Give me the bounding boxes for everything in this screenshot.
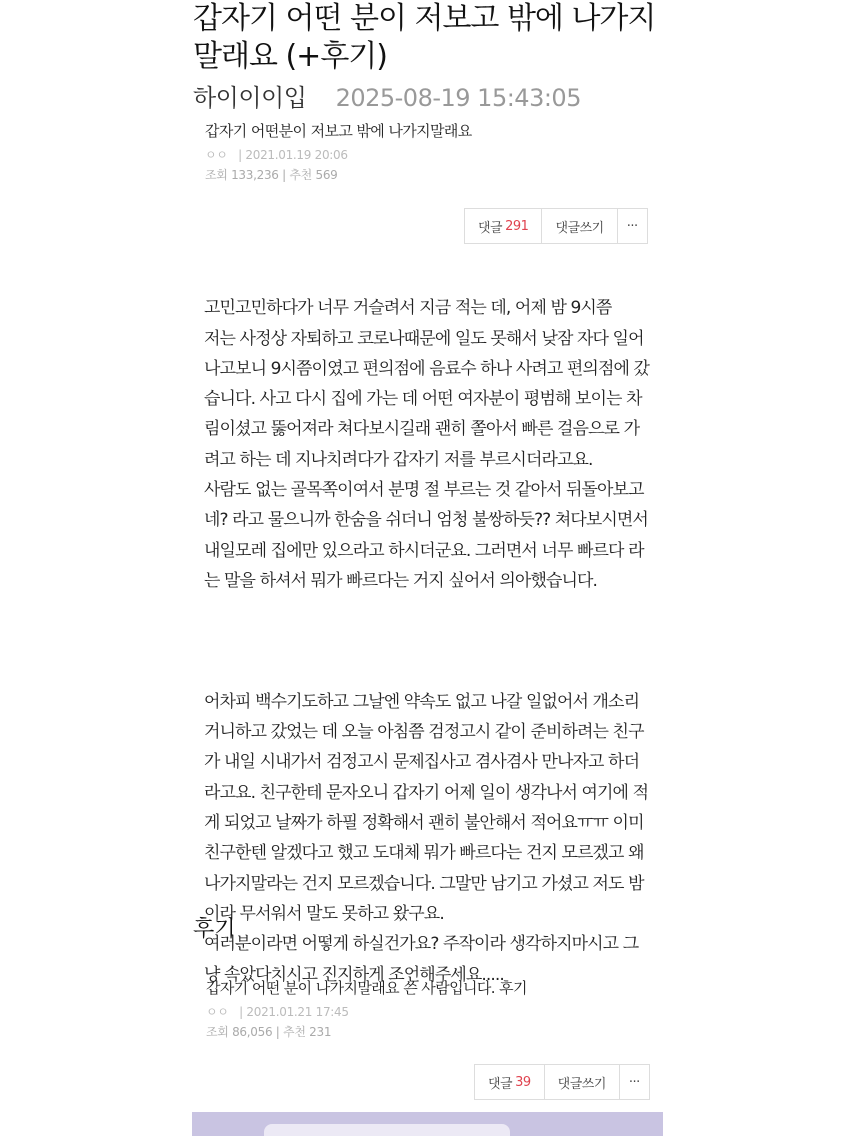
comment-toolbar [474,1064,650,1100]
post-date: | 2021.01.21 17:45 [239,1005,349,1019]
post-stats: 조회 86,056 | 추천 231 [206,1025,332,1039]
post-title: 갑자기 어떤분이 저보고 밖에 나가지말래요 [205,122,472,140]
body-line: 려고 하는 데 지나치려다가 갑자기 저를 부르시더라고요. [204,449,593,470]
comment-count: 291 [505,218,529,234]
review-heading: 후기 [193,917,236,942]
article-author[interactable]: 하이이이입 [193,84,307,112]
article-title-line2: 말래요 (+후기) [193,39,387,74]
body-line: 냥 속았다치시고 진지하게 조언해주세요..... [204,964,504,985]
body-line: 는 말을 하셔서 뭐가 빠르다는 거지 싶어서 의아했습니다. [204,570,598,591]
body-line: 가 내일 시내가서 검정고시 문제집사고 겸사겸사 만나자고 하더 [204,752,640,773]
body-line: 나가지말라는 건지 모르겠습니다. 그말만 남기고 가셨고 저도 밤 [204,873,644,894]
body-line: 거니하고 갔었는 데 오늘 아침쯤 검정고시 같이 준비하려는 친구 [204,722,644,743]
comments-label: 댓글 [488,1076,513,1092]
article-meta [193,78,581,113]
article-title [193,0,663,76]
body-line: 나고보니 9시쯤이였고 편의점에 음료수 하나 사려고 편의점에 갔 [204,358,650,379]
post-author-date [206,1003,656,1020]
more-icon[interactable]: ··· [626,218,638,234]
comments-button[interactable] [475,1065,545,1099]
body-line: 내일모레 집에만 있으라고 하시더군요. 그러면서 너무 빠르다 라 [204,540,644,561]
body-line: 고민고민하다가 너무 거슬려서 지금 적는 데, 어제 밤 9시쯤 [204,298,612,319]
comments-button[interactable] [465,209,542,243]
post-body-paragraph-2 [204,687,660,990]
body-line: 림이셨고 뚫어져라 쳐다보시길래 괜히 쫄아서 빠른 걸음으로 가 [204,419,640,440]
body-line: 사람도 없는 골목쪽이여서 분명 절 부르는 것 같아서 뒤돌아보고 [204,480,644,501]
article-header [193,0,663,76]
post-header-1 [205,120,655,183]
post-author: ㅇㅇ [206,1005,229,1019]
image-caption-bubble [264,1124,510,1136]
post-body [204,263,660,1020]
body-line: 어차피 백수기도하고 그날엔 약속도 없고 나갈 일없어서 개소리 [204,691,640,712]
post-stats: 조회 133,236 | 추천 569 [205,168,338,182]
write-comment-button[interactable]: 댓글쓰기 [545,1065,620,1099]
body-line: 저는 사정상 자퇴하고 코로나때문에 일도 못해서 낮잠 자다 일어 [204,328,644,349]
post-date: | 2021.01.19 20:06 [238,148,348,162]
comment-toolbar [464,208,648,244]
article-title-line1: 갑자기 어떤 분이 저보고 밖에 나가지 [193,1,656,36]
post-author-date [205,146,655,163]
article-datetime: 2025-08-19 15:43:05 [335,84,581,112]
body-line: 라고요. 친구한테 문자오니 갑자기 어제 일이 생각나서 여기에 적 [204,782,649,803]
body-line: 네? 라고 물으니까 한숨을 쉬더니 엄청 불쌍하듯?? 쳐다보시면서 [204,510,648,531]
comment-count: 39 [515,1074,531,1090]
comments-label: 댓글 [478,220,503,236]
body-line: 게 되었고 날짜가 하필 정확해서 괜히 불안해서 적어요ㅠㅠ 이미 [204,813,644,834]
post-author: ㅇㅇ [205,148,228,162]
post-header-2 [206,977,656,1040]
embedded-image [192,1112,663,1136]
body-line: 이라 무서워서 말도 못하고 왔구요. [204,903,444,924]
more-icon[interactable]: ··· [628,1074,640,1090]
body-line: 습니다. 사고 다시 집에 가는 데 어떤 여자분이 평범해 보이는 차 [204,389,642,410]
post-body-paragraph-1 [204,293,660,596]
body-line: 여러분이라면 어떻게 하실건가요? 주작이라 생각하지마시고 그 [204,934,639,955]
body-line: 친구한텐 알겠다고 했고 도대체 뭐가 빠르다는 건지 모르겠고 왜 [204,843,644,864]
write-comment-button[interactable]: 댓글쓰기 [542,209,617,243]
post-title: 갑자기 어떤 분이 나가지말래요 쓴 사람입니다. 후기 [206,979,527,997]
